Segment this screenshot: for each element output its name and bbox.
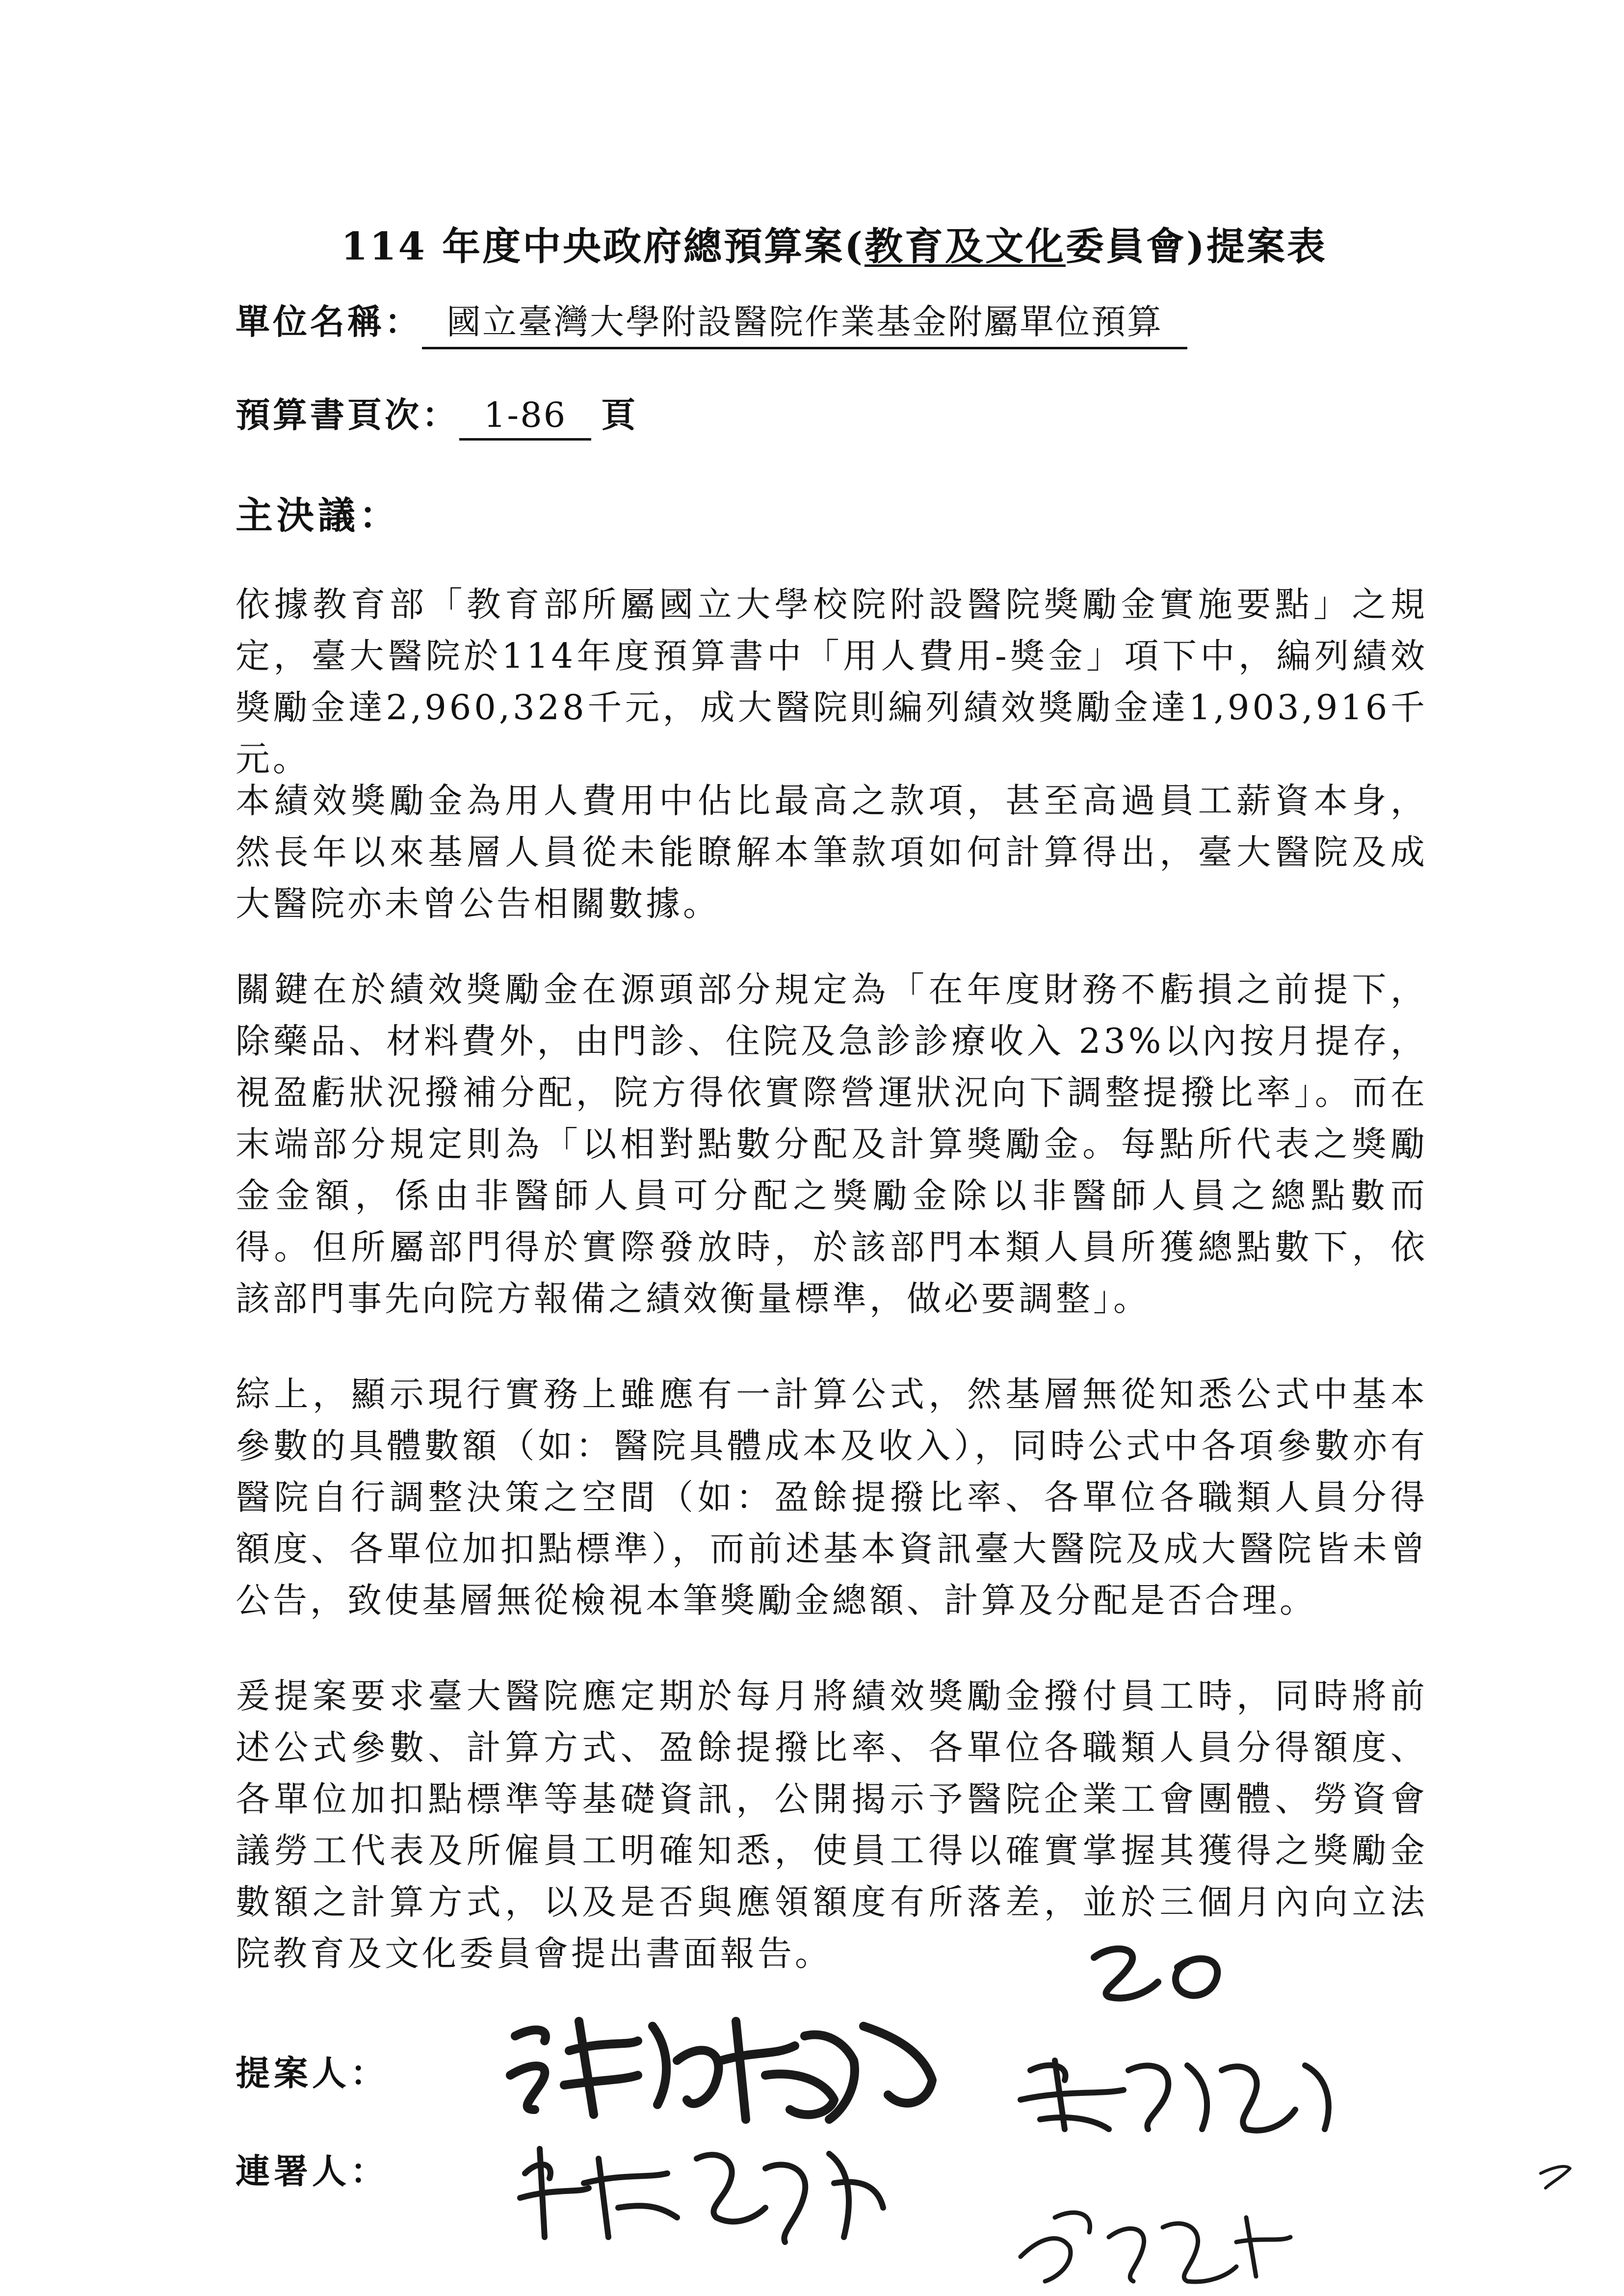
cosigner-signature-1: [520, 2149, 883, 2242]
budget-page-value: 1-86: [459, 395, 591, 441]
paragraph-3: 關鍵在於績效獎勵金在源頭部分規定為「在年度財務不虧損之前提下，除藥品、材料費外，由門診、住院及急診診療收入 23%以內按月提存，視盈虧狀況撥補分配，院方得依實際營運狀況向下調整提撥比率」。而在末端部分規定則為「以相對點數分配及計算獎勵金。每點所代表之獎勵金金額，係由非醫師人員可分配之獎勵金除以非醫師人員之總點數而得。但所屬部門得於實際發放時，於該部門本類人員所獲總點數下，依該部門事先向院方報備之績效衡量標準，做必要調整」。: [236, 969, 1428, 1319]
budget-page-suffix: 頁: [601, 394, 636, 435]
cosigner-signature-2: [1021, 2061, 1329, 2131]
paragraph-1: 依據教育部「教育部所屬國立大學校院附設醫院獎勵金實施要點」之規定，臺大醫院於114年度預算書中「用人費用-獎金」項下中，編列績效獎勵金達2,960,328千元，成大醫院則編列績效獎勵金達1,903,916千元。: [236, 584, 1428, 779]
proposer-label: 提案人：: [236, 2053, 389, 2093]
paragraph-2: 本績效獎勵金為用人費用中佔比最高之款項，甚至高過員工薪資本身，然長年以來基層人員從未能瞭解本筆款項如何計算得出，臺大醫院及成大醫院亦未曾公告相關數據。: [236, 781, 1428, 924]
document-title: [231, 216, 1438, 271]
cosigner-label: 連署人：: [236, 2151, 389, 2192]
paragraph-4: 綜上，顯示現行實務上雖應有一計算公式，然基層無從知悉公式中基本參數的具體數額（如：醫院具體成本及收入），同時公式中各項參數亦有醫院自行調整決策之空間（如：盈餘提撥比率、各單位各職類人員分得額度、各單位加扣點標準），而前述基本資訊臺大醫院及成大醫院皆未曾公告，致使基層無從檢視本筆獎勵金總額、計算及分配是否合理。: [236, 1374, 1428, 1620]
title-prefix: 114 年度中央政府總預算案(: [341, 224, 864, 269]
budget-page-label: 預算書頁次：: [236, 394, 459, 435]
budget-page-field: [236, 388, 635, 441]
proposer-signature: [510, 2021, 932, 2119]
title-committee-underlined: 教育及文化: [864, 224, 1066, 269]
unit-name-field: [236, 294, 1187, 349]
cosigner-signature-3: [1021, 2213, 1290, 2282]
resolution-heading: 主決議：: [236, 494, 400, 537]
title-suffix: 委員會)提案表: [1066, 224, 1327, 269]
unit-name-value: 國立臺灣大學附設醫院作業基金附屬單位預算: [422, 294, 1187, 349]
margin-mark: [1541, 2166, 1570, 2188]
unit-name-label: 單位名稱：: [236, 301, 422, 342]
paragraph-5: 爰提案要求臺大醫院應定期於每月將績效獎勵金撥付員工時，同時將前述公式參數、計算方式、盈餘提撥比率、各單位各職類人員分得額度、各單位加扣點標準等基礎資訊，公開揭示予醫院企業工會團體、勞資會議勞工代表及所僱員工明確知悉，使員工得以確實掌握其獲得之獎勵金數額之計算方式，以及是否與應領額度有所落差，並於三個月內向立法院教育及文化委員會提出書面報告。: [236, 1676, 1428, 1974]
